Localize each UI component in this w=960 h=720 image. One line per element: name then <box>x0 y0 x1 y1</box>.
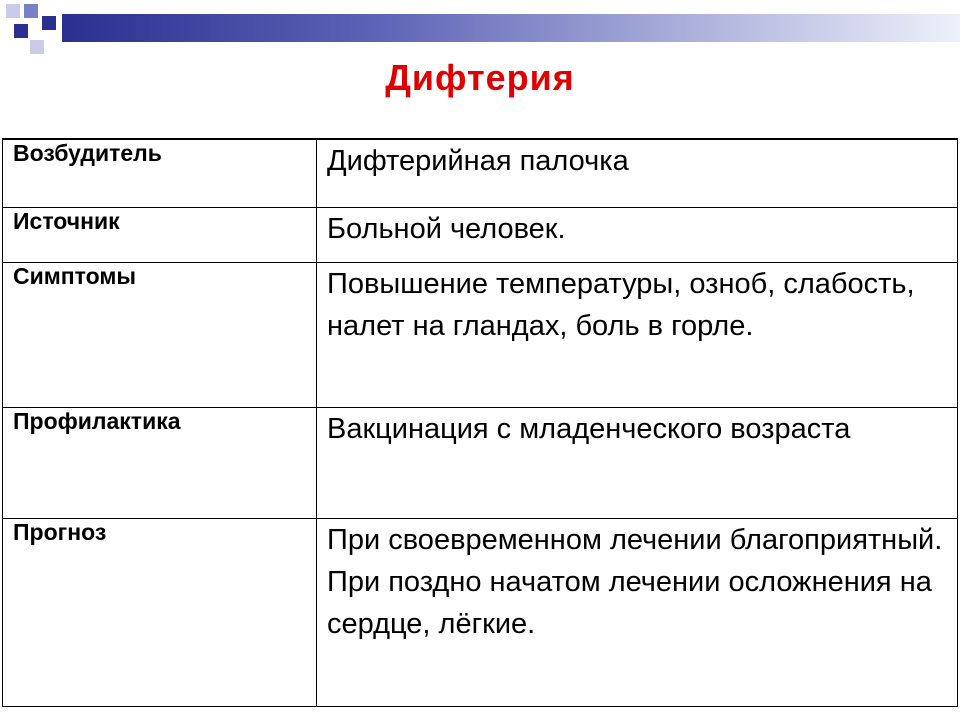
decor-square <box>42 16 56 30</box>
decor-square <box>14 24 28 38</box>
row-label: Прогноз <box>3 518 317 706</box>
row-value: Повышение температуры, озноб, слабость, налет на гландах, боль в горле. <box>317 262 958 407</box>
row-label: Профилактика <box>3 407 317 518</box>
table-row <box>3 139 958 207</box>
decor-square <box>6 4 20 18</box>
info-table <box>2 138 958 707</box>
row-value: При своевременном лечении благоприятный. При поздно начатом лечении осложнения на сердце, лёгкие. <box>317 518 958 706</box>
header-decoration <box>0 0 960 60</box>
table-row <box>3 207 958 262</box>
row-label: Симптомы <box>3 262 317 407</box>
slide-title: Дифтерия <box>385 57 575 98</box>
decor-square <box>24 4 38 18</box>
row-value: Больной человек. <box>317 207 958 262</box>
row-value: Вакцинация с младенческого возраста <box>317 407 958 518</box>
table-row <box>3 518 958 706</box>
row-value: Дифтерийная палочка <box>317 139 958 207</box>
header-gradient-bar <box>62 14 960 42</box>
table-row <box>3 407 958 518</box>
table-row <box>3 262 958 407</box>
row-label: Источник <box>3 207 317 262</box>
row-label: Возбудитель <box>3 139 317 207</box>
